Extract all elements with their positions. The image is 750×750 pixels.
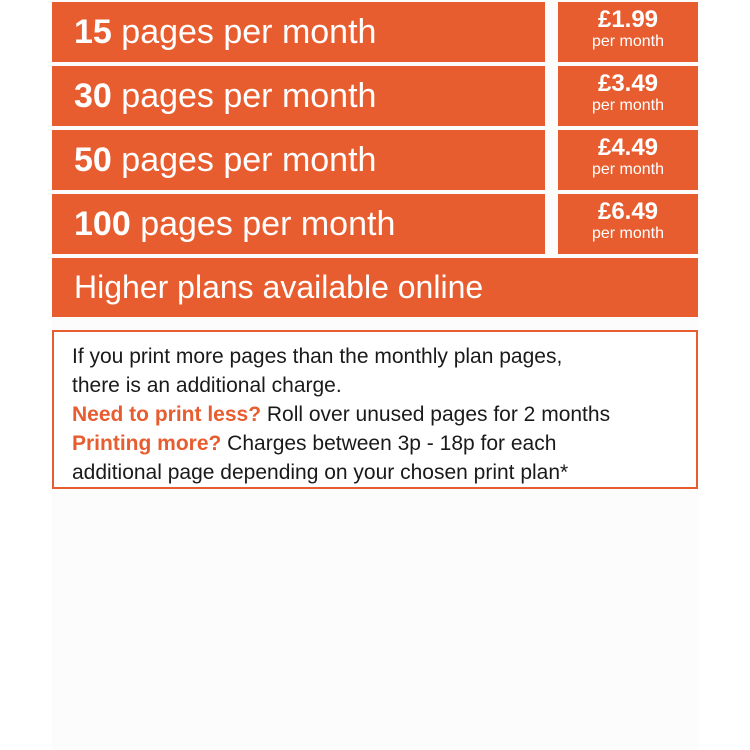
plan-row-50 (52, 130, 698, 190)
plan-label: pages per month (140, 205, 396, 243)
plan-price-amount: £6.49 (597, 198, 659, 225)
plan-row-100 (52, 194, 698, 254)
plan-price (558, 66, 698, 126)
plan-price (558, 2, 698, 62)
plan-name (52, 66, 545, 126)
plan-row-30 (52, 66, 698, 126)
plan-price-amount: £3.49 (597, 70, 659, 97)
plan-quantity: 15 (74, 13, 112, 51)
plan-price-period: per month (591, 161, 665, 178)
plan-price-amount: £4.49 (597, 134, 659, 161)
plan-price-period: per month (591, 97, 665, 114)
plan-name (52, 2, 545, 62)
plan-quantity: 100 (74, 205, 131, 243)
plan-price (558, 194, 698, 254)
plan-price-amount: £1.99 (597, 6, 659, 33)
print-more-heading: Printing more? (72, 432, 222, 455)
info-line-print-less (72, 400, 696, 429)
plan-price-period: per month (591, 225, 665, 242)
info-line-1: If you print more pages than the monthly plan pages, (72, 345, 563, 368)
print-less-text: Roll over unused pages for 2 months (261, 403, 611, 426)
info-line-5: additional page depending on your chosen print plan* (72, 461, 569, 484)
plan-name (52, 130, 545, 190)
plan-label: pages per month (121, 141, 377, 179)
plan-quantity: 30 (74, 77, 112, 115)
print-more-text: Charges between 3p - 18p for each (221, 432, 557, 455)
plan-label: pages per month (121, 13, 377, 51)
plan-price-period: per month (591, 33, 665, 50)
info-line-2: there is an additional charge. (72, 374, 342, 397)
plan-row-15 (52, 2, 698, 62)
plan-price (558, 130, 698, 190)
plan-name (52, 194, 545, 254)
print-less-heading: Need to print less? (72, 403, 262, 426)
higher-plans-banner: Higher plans available online (52, 258, 698, 317)
info-line-print-more (72, 429, 696, 458)
plan-quantity: 50 (74, 141, 112, 179)
info-box (52, 330, 698, 489)
plan-label: pages per month (121, 77, 377, 115)
